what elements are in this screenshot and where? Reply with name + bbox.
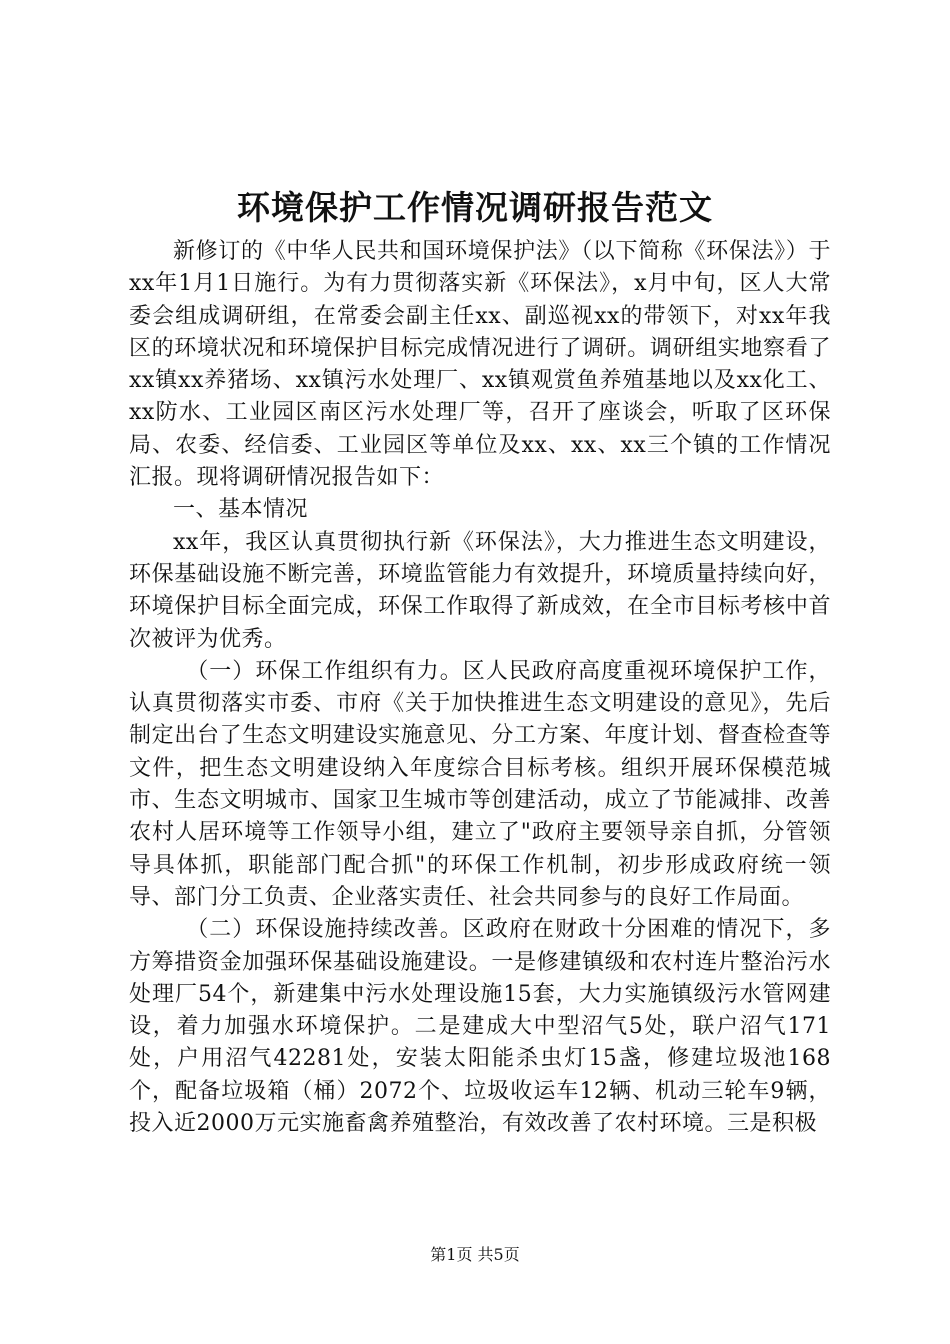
- subsection-facilities-paragraph: （二）环保设施持续改善。区政府在财政十分困难的情况下，多方筹措资金加强环保基础设施建设。一是修建镇级和农村连片整治污水处理厂54个，新建集中污水处理设施15套，大力实施镇级污水管网建设，着力加强水环境保护。二是建成大中型沼气5处，联户沼气171处，户用沼气42281处，安装太阳能杀虫灯15盏，修建垃圾池168个，配备垃圾箱（桶）2072个、垃圾收运车12辆、机动三轮车9辆，投入近2000万元实施畜禽养殖整治，有效改善了农村环境。三是积极: [129, 917, 831, 1137]
- document-body: [129, 236, 831, 1140]
- subsection-organization-paragraph: （一）环保工作组织有力。区人民政府高度重视环境保护工作，认真贯彻落实市委、市府《关于加快推进生态文明建设的意见》，先后制定出台了生态文明建设实施意见、分工方案、年度计划、督查检查等文件，把生态文明建设纳入年度综合目标考核。组织开展环保模范城市、生态文明城市、国家卫生城市等创建活动，成立了节能减排、改善农村人居环境等工作领导小组，建立了"政府主要领导亲自抓，分管领导具体抓，职能部门配合抓"的环保工作机制，初步形成政府统一领导、部门分工负责、企业落实责任、社会共同参与的良好工作局面。: [129, 658, 831, 910]
- intro-paragraph: 新修订的《中华人民共和国环境保护法》（以下简称《环保法》）于xx年1月1日施行。为有力贯彻落实新《环保法》，x月中旬，区人大常委会组成调研组，在常委会副主任xx、副巡视xx的带领下，对xx年我区的环境状况和环境保护目标完成情况进行了调研。调研组实地察看了xx镇xx养猪场、xx镇污水处理厂、xx镇观赏鱼养殖基地以及xx化工、xx防水、工业园区南区污水处理厂等，召开了座谈会，听取了区环保局、农委、经信委、工业园区等单位及xx、xx、xx三个镇的工作情况汇报。现将调研情况报告如下：: [129, 239, 831, 491]
- section-heading-basic: 一、基本情况: [173, 497, 309, 523]
- document-title: 环境保护工作情况调研报告范文: [237, 188, 713, 227]
- page-number-footer: 第1页 共5页: [430, 1245, 520, 1264]
- basic-situation-paragraph: xx年，我区认真贯彻执行新《环保法》，大力推进生态文明建设，环保基础设施不断完善，环境监管能力有效提升，环境质量持续向好，环境保护目标全面完成，环保工作取得了新成效，在全市目标考核中首次被评为优秀。: [129, 529, 831, 652]
